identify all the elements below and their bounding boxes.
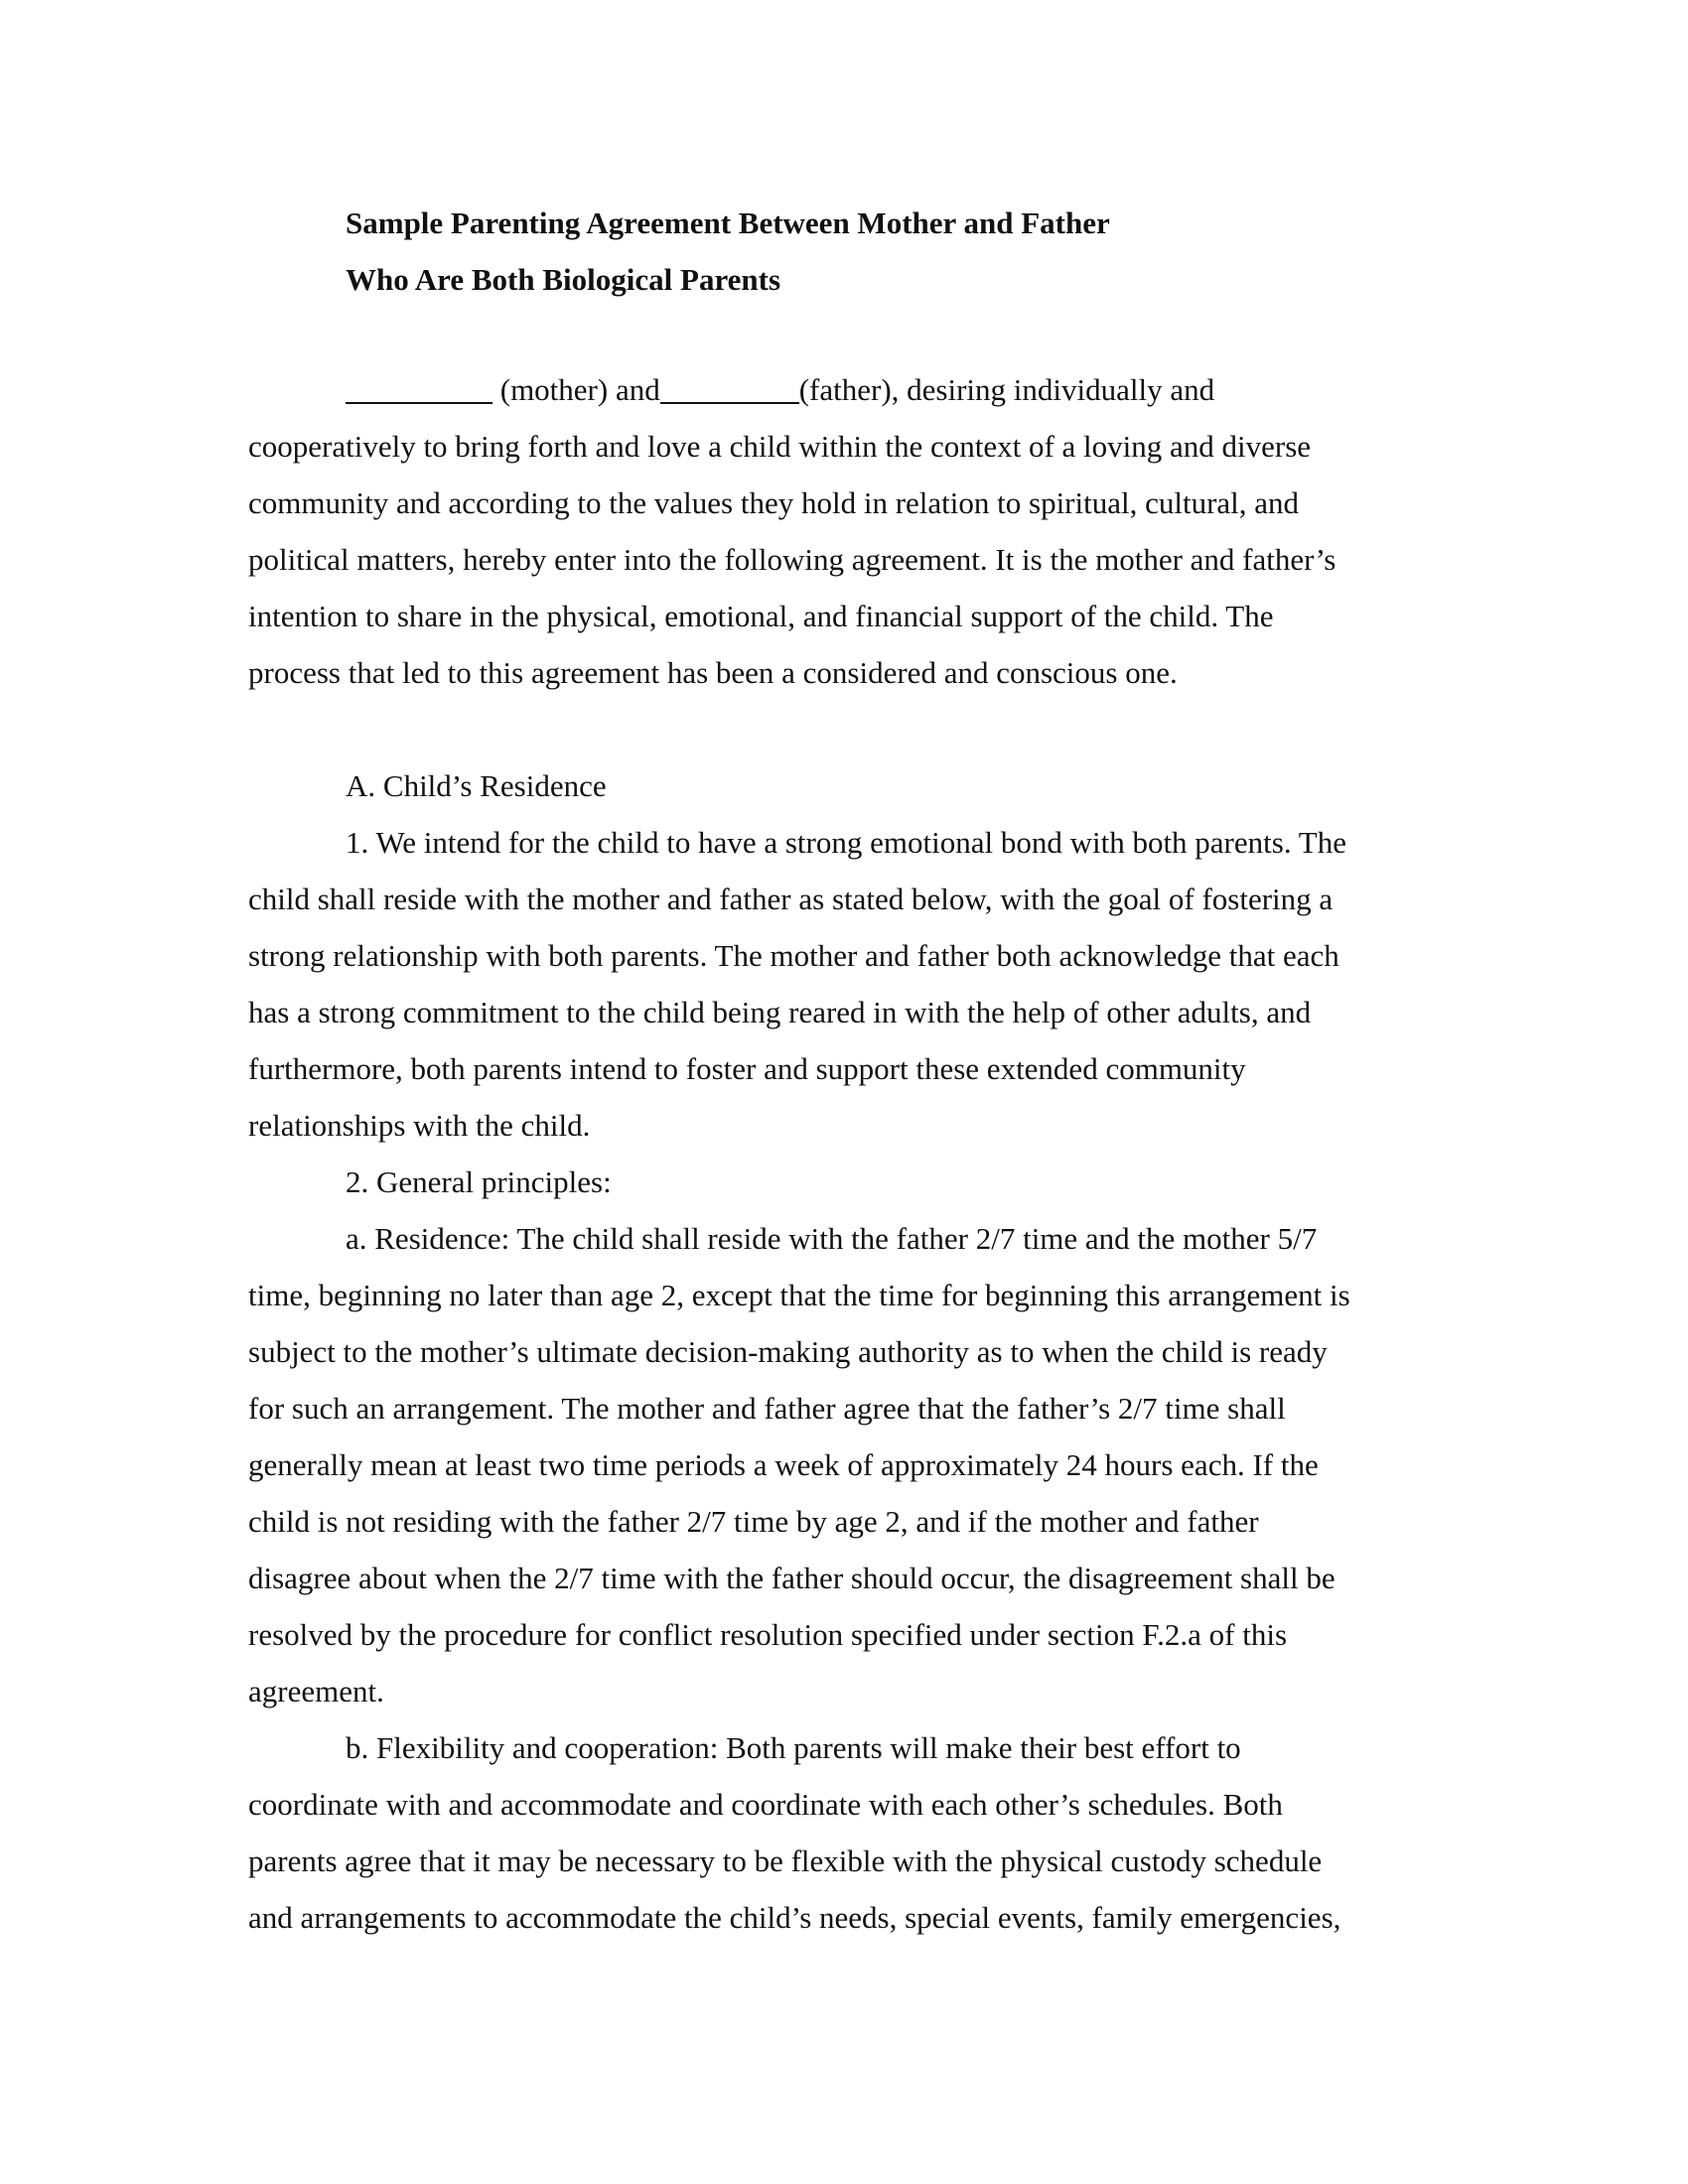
para-1-line: 1. We intend for the child to have a strong emotional bond with both parents. The bbox=[346, 825, 1346, 860]
general-principles-heading: 2. General principles: bbox=[346, 1164, 612, 1199]
para-a-line: child is not residing with the father 2/7 time by age 2, and if the mother and father bbox=[248, 1504, 1259, 1539]
title-line-1: Sample Parenting Agreement Between Mother and Father bbox=[346, 205, 1110, 240]
para-b-line: and arrangements to accommodate the child’s needs, special events, family emergencies, bbox=[248, 1900, 1341, 1935]
paragraph-gap bbox=[248, 701, 1440, 757]
title-line-2: Who Are Both Biological Parents bbox=[346, 262, 781, 297]
intro-line: process that led to this agreement has been a considered and conscious one. bbox=[248, 655, 1178, 690]
para-b-line: b. Flexibility and cooperation: Both parents will make their best effort to bbox=[346, 1730, 1241, 1765]
intro-line: community and according to the values they hold in relation to spiritual, cultural, and bbox=[248, 485, 1300, 520]
para-a-line: generally mean at least two time periods a week of approximately 24 hours each. If the bbox=[248, 1447, 1319, 1482]
father-label: (father), desiring individually and bbox=[798, 372, 1215, 407]
mother-name-blank bbox=[346, 376, 492, 404]
para-a-line: disagree about when the 2/7 time with the father should occur, the disagreement shall be bbox=[248, 1561, 1336, 1595]
para-a-line: for such an arrangement. The mother and father agree that the father’s 2/7 time shall bbox=[248, 1391, 1286, 1426]
para-a-line: resolved by the procedure for conflict resolution specified under section F.2.a of this bbox=[248, 1617, 1288, 1652]
para-b-line: coordinate with and accommodate and coordinate with each other’s schedules. Both bbox=[248, 1787, 1283, 1822]
document-body bbox=[248, 361, 1440, 1946]
para-a-line: agreement. bbox=[248, 1674, 384, 1708]
para-a-line: time, beginning no later than age 2, except that the time for beginning this arrangement is bbox=[248, 1278, 1350, 1312]
intro-line: cooperatively to bring forth and love a child within the context of a loving and diverse bbox=[248, 429, 1312, 464]
father-name-blank bbox=[660, 376, 799, 404]
intro-line: intention to share in the physical, emotional, and financial support of the child. The bbox=[248, 599, 1274, 633]
intro-line: political matters, hereby enter into the following agreement. It is the mother and father’s bbox=[248, 542, 1336, 577]
para-a-line: a. Residence: The child shall reside with the father 2/7 time and the mother 5/7 bbox=[346, 1221, 1318, 1256]
intro-first-line bbox=[248, 361, 1440, 418]
mother-label: (mother) and bbox=[492, 372, 660, 407]
document-title bbox=[346, 195, 1110, 308]
para-1-line: has a strong commitment to the child being reared in with the help of other adults, and bbox=[248, 995, 1312, 1029]
para-1-line: child shall reside with the mother and father as stated below, with the goal of fostering a bbox=[248, 882, 1334, 916]
para-1-line: strong relationship with both parents. The mother and father both acknowledge that each bbox=[248, 938, 1339, 973]
para-1-line: relationships with the child. bbox=[248, 1108, 591, 1143]
para-a-line: subject to the mother’s ultimate decision-making authority as to when the child is ready bbox=[248, 1334, 1328, 1369]
para-1-line: furthermore, both parents intend to foster and support these extended community bbox=[248, 1051, 1246, 1086]
para-b-line: parents agree that it may be necessary to be flexible with the physical custody schedule bbox=[248, 1843, 1323, 1878]
section-a-heading: A. Child’s Residence bbox=[346, 768, 607, 803]
